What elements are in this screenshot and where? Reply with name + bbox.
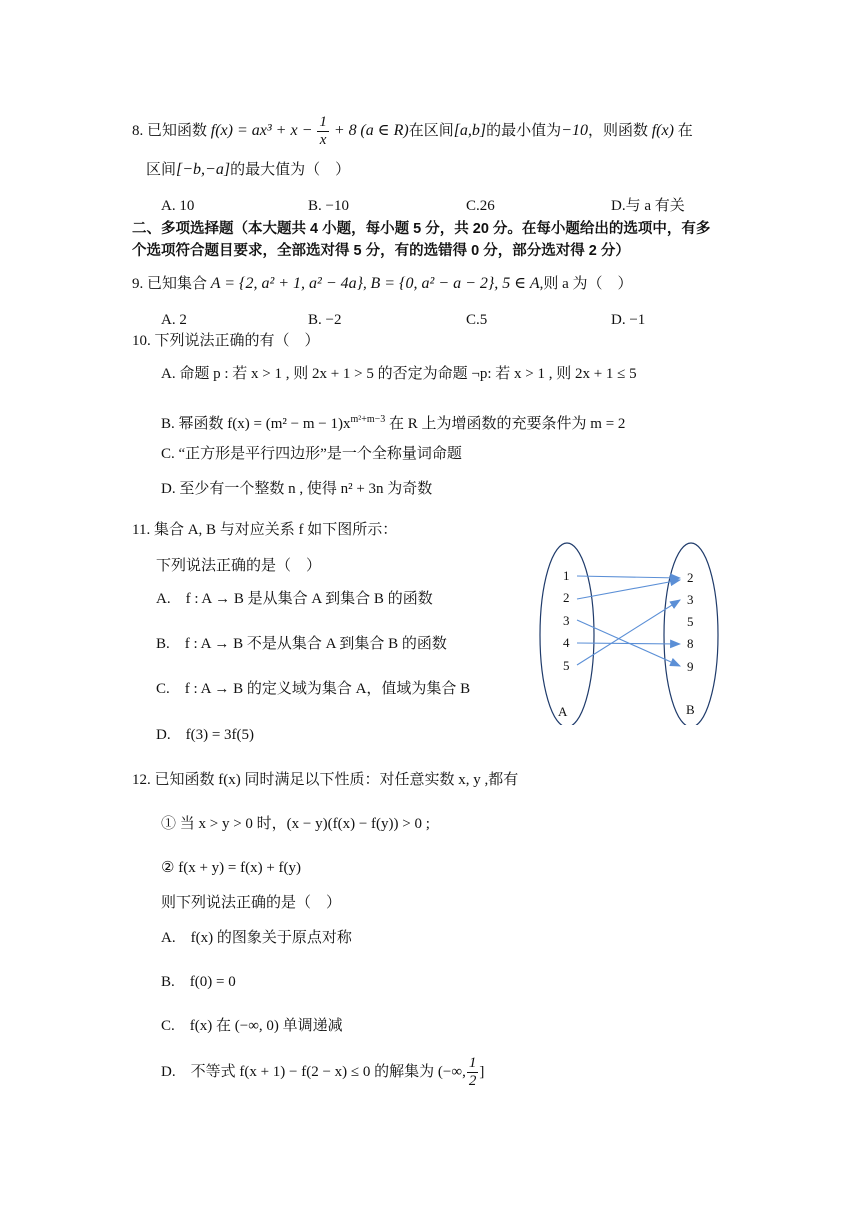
section2-header-line1: 二、多项选择题（本大题共 4 小题，每小题 5 分，共 20 分。在每小题给出的选项中，有多 xyxy=(132,221,711,237)
q12-option-d xyxy=(161,1052,484,1092)
q11-option-c: C. f : A → B 的定义域为集合 A，值域为集合 B xyxy=(156,681,471,697)
a-element-3: 3 xyxy=(563,613,570,628)
q11-option-d: D. f(3) = 3f(5) xyxy=(156,727,255,743)
q12-sub: 则下列说法正确的是（ ） xyxy=(161,895,342,911)
q8-option-a: A. 10 xyxy=(161,198,195,214)
q8-line2-post: 的最大值为（ ） xyxy=(230,162,351,178)
q8-function-rhs: + 8 xyxy=(329,122,357,139)
q11-option-a: A. f : A → B 是从集合 A 到集合 B 的函数 xyxy=(156,591,433,607)
b-element-2: 2 xyxy=(687,570,694,585)
q12-property-1: ① 当 x > y > 0 时，(x − y)(f(x) − f(y)) > 0 ; xyxy=(161,816,430,832)
q8-function-lhs: f(x) = ax³ + x − xyxy=(210,122,317,139)
q8-frac-den: x xyxy=(319,132,327,149)
q8-line2-pre: 区间 xyxy=(146,162,177,178)
q9-cond: , 5 ∈ A xyxy=(494,275,540,292)
b-element-8: 8 xyxy=(687,636,694,651)
q9-option-b: B. −2 xyxy=(308,312,342,328)
q8-condition: (a ∈ R) xyxy=(360,122,409,139)
q12-stem: 12. 已知函数 f(x) 同时满足以下性质：对任意实数 x, y ,都有 xyxy=(132,772,519,788)
q10-option-b-post: 在 R 上为增函数的充要条件为 m = 2 xyxy=(385,416,626,432)
q12-d-frac-den: 2 xyxy=(468,1073,477,1090)
q8-option-b: B. −10 xyxy=(308,198,349,214)
q8-line2-interval: [−b,−a] xyxy=(176,161,231,178)
q11-option-b: B. f : A → B 不是从集合 A 到集合 B 的函数 xyxy=(156,636,447,652)
q12-option-c: C. f(x) 在 (−∞, 0) 单调递减 xyxy=(161,1018,343,1034)
q12-option-d-pre: D. 不等式 f(x + 1) − f(2 − x) ≤ 0 的解集为 (−∞, xyxy=(161,1064,466,1080)
q8-post2: 在 xyxy=(677,123,693,139)
q10-option-d: D. 至少有一个整数 n , 使得 n² + 3n 为奇数 xyxy=(161,481,433,497)
a-element-2: 2 xyxy=(563,590,570,605)
q8-line2 xyxy=(146,160,350,180)
q12-property-2: ② f(x + y) = f(x) + f(y) xyxy=(161,860,302,876)
q8-fraction xyxy=(317,114,329,149)
q12-option-a: A. f(x) 的图象关于原点对称 xyxy=(161,930,352,946)
q9-option-a: A. 2 xyxy=(161,312,187,328)
b-element-3: 3 xyxy=(687,592,694,607)
q8-fx: f(x) xyxy=(651,122,674,139)
q8-post: ，则函数 xyxy=(587,123,648,139)
q9-stem xyxy=(132,274,633,294)
b-element-9: 9 xyxy=(687,659,694,674)
q8-interval: [a,b] xyxy=(453,122,487,139)
q9-option-c: C.5 xyxy=(466,312,488,328)
q10-option-a: A. 命题 p : 若 x > 1 , 则 2x + 1 > 5 的否定为命题 ¬p: 若 x > 1 , 则 2x + 1 ≤ 5 xyxy=(161,366,637,382)
q12-option-d-fraction xyxy=(467,1055,479,1090)
q10-option-c: C. “正方形是平行四边形”是一个全称量词命题 xyxy=(161,446,462,462)
q10-option-b xyxy=(161,410,625,434)
set-b-label: B xyxy=(686,702,695,717)
q11-sub: 下列说法正确的是（ ） xyxy=(156,558,322,574)
q8-line1 xyxy=(132,112,693,150)
q11-stem: 11. 集合 A, B 与对应关系 f 如下图所示： xyxy=(132,522,398,538)
set-a-label: A xyxy=(558,704,568,719)
q12-d-frac-num: 1 xyxy=(468,1055,477,1072)
q8-mid2: 的最小值为 xyxy=(486,123,562,139)
q8-minval: −10 xyxy=(561,122,588,139)
q10-option-b-exponent: m²+m−3 xyxy=(350,414,386,425)
a-element-1: 1 xyxy=(563,568,570,583)
q12-option-d-post: ] xyxy=(479,1064,485,1080)
q8-option-c: C.26 xyxy=(466,198,495,214)
arrow-2-to-2 xyxy=(577,580,680,599)
q8-mid: 在区间 xyxy=(408,123,454,139)
q10-stem: 10. 下列说法正确的有（ ） xyxy=(132,333,320,349)
q9-post: ,则 a 为（ ） xyxy=(539,276,633,292)
arrow-1-to-2 xyxy=(577,576,680,578)
mapping-diagram xyxy=(535,540,735,725)
q8-frac-num: 1 xyxy=(319,114,327,131)
q8-option-d: D.与 a 有关 xyxy=(611,198,685,214)
q8-prefix: 8. 已知函数 xyxy=(132,123,208,139)
q9-prefix: 9. 已知集合 xyxy=(132,276,208,292)
q9-set-a: A = {2, a² + 1, a² − 4a} xyxy=(210,275,364,292)
q9-set-b: B = {0, a² − a − 2} xyxy=(370,275,495,292)
a-element-5: 5 xyxy=(563,658,570,673)
q9-option-d: D. −1 xyxy=(611,312,646,328)
a-element-4: 4 xyxy=(563,635,570,650)
q12-option-b: B. f(0) = 0 xyxy=(161,974,236,990)
q10-option-b-pre: B. 幂函数 f(x) = (m² − m − 1)x xyxy=(161,416,351,432)
section2-header-line2: 个选项符合题目要求，全部选对得 5 分，有的选错得 0 分，部分选对得 2 分） xyxy=(132,243,630,259)
q9-sep: , xyxy=(363,276,367,292)
b-element-5: 5 xyxy=(687,614,694,629)
